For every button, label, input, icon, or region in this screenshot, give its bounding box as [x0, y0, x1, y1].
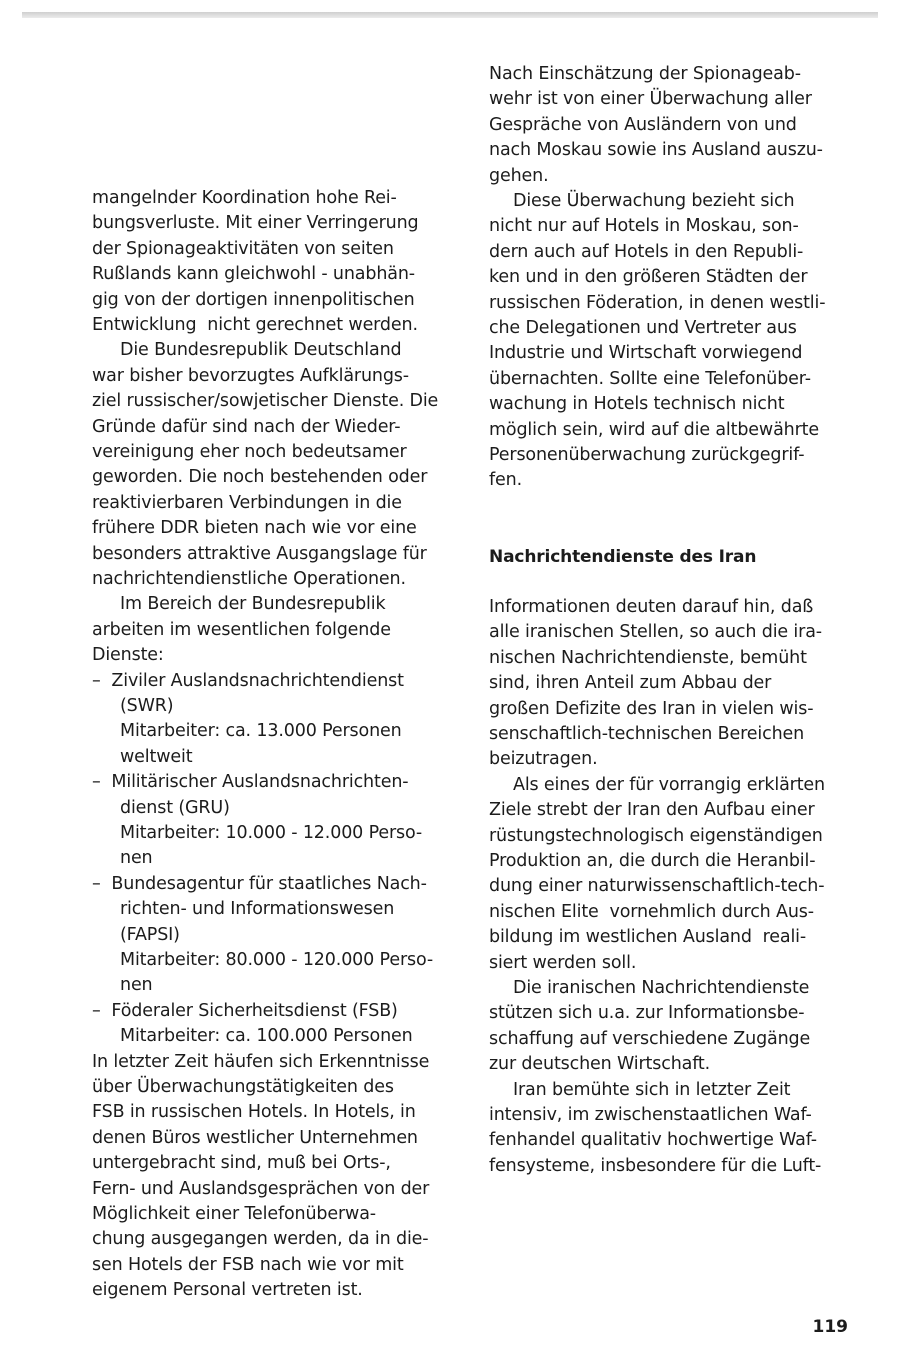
right-line: beizutragen. [489, 749, 598, 770]
left-line: Mitarbeiter: ca. 100.000 Personen [120, 1026, 413, 1047]
right-line: senschaftlich-technischen Bereichen [489, 724, 805, 744]
left-line: bungsverluste. Mit einer Verringerung [92, 213, 419, 234]
left-line: nen [120, 848, 153, 869]
left-line: (FAPSI) [120, 924, 180, 945]
right-line: Gespräche von Ausländern von und [489, 114, 797, 135]
right-line: Nach Einschätzung der Spionageab- [489, 64, 801, 84]
left-line: Mitarbeiter: ca. 13.000 Personen [120, 721, 402, 742]
left-line: denen Büros westlicher Unternehmen [92, 1127, 418, 1148]
right-line: dern auch auf Hotels in den Republi- [489, 241, 804, 262]
left-line: der Spionageaktivitäten von seiten [92, 238, 394, 259]
right-line: nicht nur auf Hotels in Moskau, son- [489, 216, 799, 237]
left-line: FSB in russischen Hotels. In Hotels, in [92, 1102, 416, 1123]
right-line: che Delegationen und Vertreter aus [489, 318, 797, 338]
right-line: nach Moskau sowie ins Ausland auszu- [489, 140, 823, 161]
left-line: Mitarbeiter: 80.000 - 120.000 Perso- [120, 950, 434, 970]
left-line: Fern- und Auslandsgesprächen von der [92, 1178, 430, 1199]
left-line: Im Bereich der Bundesrepublik [120, 594, 386, 615]
left-line: dienst (GRU) [120, 797, 230, 818]
left-line: Mitarbeiter: 10.000 - 12.000 Perso- [120, 823, 423, 843]
right-line: Ziele strebt der Iran den Aufbau einer [489, 800, 815, 821]
left-line: weltweit [120, 746, 193, 767]
right-line: Als eines der für vorrangig erklärten [513, 774, 825, 795]
left-line: gig von der dortigen innenpolitischen [92, 289, 415, 310]
right-line: dung einer naturwissenschaftlich-tech- [489, 876, 825, 897]
right-line: rüstungstechnologisch eigenständigen [489, 825, 823, 846]
left-line: Dienste: [92, 645, 164, 666]
left-line: Die Bundesrepublik Deutschland [120, 340, 402, 361]
left-line: ziel russischer/sowjetischer Dienste. Die [92, 391, 439, 412]
right-line: Personenüberwachung zurückgegrif- [489, 445, 805, 465]
right-line: wachung in Hotels technisch nicht [489, 394, 785, 415]
right-line: übernachten. Sollte eine Telefonüber- [489, 368, 811, 389]
left-line: reaktivierbaren Verbindungen in die [92, 492, 402, 513]
page-number: 119 [812, 1317, 848, 1337]
left-line: war bisher bevorzugtes Aufklärungs- [92, 365, 409, 386]
right-line: alle iranischen Stellen, so auch die ira- [489, 622, 822, 643]
right-line: fen. [489, 470, 522, 491]
right-line: russischen Föderation, in denen westli- [489, 292, 826, 313]
right-line: ken und in den größeren Städten der [489, 267, 808, 288]
left-line: – Ziviler Auslandsnachrichtendienst [92, 670, 404, 691]
left-line: frühere DDR bieten nach wie vor eine [92, 518, 417, 539]
left-line: untergebracht sind, muß bei Orts-, [92, 1153, 391, 1174]
left-line: nen [120, 975, 153, 996]
left-line: nachrichtendienstliche Operationen. [92, 569, 406, 589]
right-line: zur deutschen Wirtschaft. [489, 1054, 711, 1075]
left-line: über Überwachungstätigkeiten des [92, 1077, 394, 1097]
section-heading: Nachrichtendienste des Iran [489, 547, 757, 567]
right-line: möglich sein, wird auf die altbewährte [489, 419, 819, 440]
right-line: schaffung auf verschiedene Zugänge [489, 1028, 811, 1049]
right-line: großen Defizite des Iran in vielen wis- [489, 698, 814, 719]
left-line: chung ausgegangen werden, da in die- [92, 1229, 429, 1250]
left-line: mangelnder Koordination hohe Rei- [92, 188, 397, 208]
right-line: gehen. [489, 165, 549, 186]
left-line: – Militärischer Auslandsnachrichten- [92, 772, 409, 793]
right-line: nischen Nachrichtendienste, bemüht [489, 647, 807, 668]
left-line: besonders attraktive Ausgangslage für [92, 543, 427, 564]
right-line: siert werden soll. [489, 952, 637, 973]
left-line: richten- und Informationswesen [120, 899, 395, 920]
left-line: Möglichkeit einer Telefonüberwa- [92, 1204, 376, 1224]
left-line: – Bundesagentur für staatliches Nach- [92, 873, 427, 894]
right-line: fenhandel qualitativ hochwertige Waf- [489, 1130, 817, 1151]
left-line: In letzter Zeit häufen sich Erkenntnisse [92, 1051, 430, 1072]
right-line: Die iranischen Nachrichtendienste [513, 978, 810, 998]
left-line: geworden. Die noch bestehenden oder [92, 467, 428, 488]
top-rule [22, 12, 878, 18]
left-line: sen Hotels der FSB nach wie vor mit [92, 1254, 404, 1275]
right-line: stützen sich u.a. zur Informationsbe- [489, 1003, 805, 1024]
right-line: Iran bemühte sich in letzter Zeit [513, 1079, 791, 1100]
left-line: – Föderaler Sicherheitsdienst (FSB) [92, 1000, 398, 1021]
right-line: wehr ist von einer Überwachung aller [489, 89, 812, 110]
left-line: arbeiten im wesentlichen folgende [92, 619, 391, 640]
right-line: Industrie und Wirtschaft vorwiegend [489, 343, 803, 364]
right-line: Diese Überwachung bezieht sich [513, 191, 795, 211]
right-line: bildung im westlichen Ausland reali- [489, 927, 807, 948]
left-line: (SWR) [120, 696, 174, 716]
right-line: Informationen deuten darauf hin, daß [489, 597, 814, 617]
left-line: vereinigung eher noch bedeutsamer [92, 442, 407, 462]
right-line: Produktion an, die durch die Heranbil- [489, 851, 816, 871]
left-line: Rußlands kann gleichwohl - unabhän- [92, 264, 415, 285]
left-line: Gründe dafür sind nach der Wieder- [92, 416, 401, 437]
right-line: intensiv, im zwischenstaatlichen Waf- [489, 1105, 812, 1125]
right-line: fensysteme, insbesondere für die Luft- [489, 1155, 822, 1176]
left-line: Entwicklung nicht gerechnet werden. [92, 315, 418, 335]
right-line: sind, ihren Anteil zum Abbau der [489, 673, 772, 694]
left-line: eigenem Personal vertreten ist. [92, 1280, 363, 1301]
right-line: nischen Elite vornehmlich durch Aus- [489, 901, 814, 922]
